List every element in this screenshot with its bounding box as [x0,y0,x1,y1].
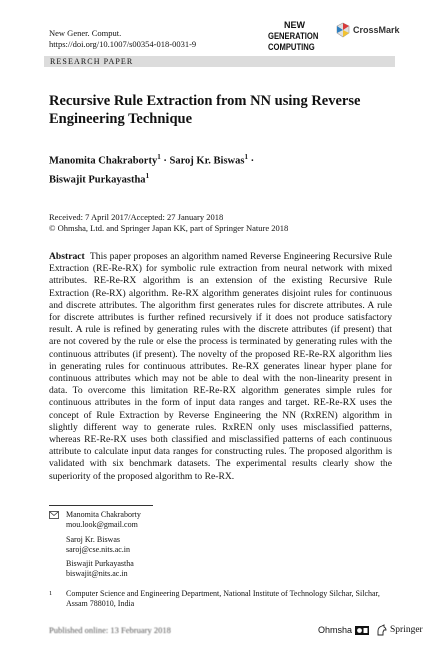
author-separator: · [160,155,170,167]
contact-email[interactable]: mou.look@gmail.com [66,520,138,529]
section-label: RESEARCH PAPER [50,57,134,66]
ohmsha-label: Ohmsha [318,625,353,635]
contact-block [66,535,130,555]
springer-label: Springer [390,625,423,635]
ohmsha-mark-icon [355,626,369,635]
abstract-body: This paper proposes an algorithm named Reverse Engineering Recursive Rule Extraction (RE-Re-RX) for symbolic rule extraction from neural network with mixed attributes. RE-Re-RX algorithm is an extension of the existing Recursive Rule Extraction (Re-RX) algorithm. Re-RX algorithm generates disjoint rules for continuous and discrete attributes. The algorithm first generates rules for discrete attributes. A rule for discrete attributes is further refined recursively if it does not produce satisfactory result. A rule is refined by generating rules with the discrete attributes (if present) that are not covered by the rule or else the process is terminated by generating rules with the continuous attributes (if present). The novelty of the proposed RE-Re-RX algorithm lies in generating rules for continuous attributes. Re-RX generates linear hyper plane for continuous attributes which may not be able to deal with the non-linearity present in data. To overcome this limitation RE-Re-RX algorithm generates simple rules for continuous attributes in the form of input data ranges and target. RE-Re-RX uses the concept of Rule Extraction by Reverse Engineering the NN (RxREN) algorithm in slightly different way to generate rules. RxREN only uses misclassified patterns, whereas RE-Re-RX uses both classified and misclassified patterns of each continuous attribute to calculate input data ranges for constructing rules. The proposed algorithm is validated with six benchmark datasets. The experimental results clearly show the superiority of the proposed algorithm to Re-RX. [49,251,393,482]
affiliation-number: 1 [49,590,53,597]
published-online: Published online: 13 February 2018 [49,625,171,635]
abstract-label: Abstract [49,251,85,262]
author-separator: · [247,155,255,167]
author-list [49,150,369,187]
author-affil-marker: 1 [145,171,150,180]
footnote-rule [49,505,153,506]
crossmark-icon [336,22,350,38]
contact-name: Biswajit Purkayastha [66,559,134,568]
contact-name: Manomita Chakraborty [66,510,141,519]
contact-name: Saroj Kr. Biswas [66,535,120,544]
author-affil-marker: 1 [157,153,161,161]
contact-block [66,510,141,530]
copyright-line: © Ohmsha, Ltd. and Springer Japan KK, part of Springer Nature 2018 [49,223,289,233]
article-history [49,212,288,234]
ohmsha-logo [318,625,369,635]
paper-title: Recursive Rule Extraction from NN using Reverse Engineering Technique [49,93,361,127]
contact-email[interactable]: biswajit@nits.ac.in [66,569,128,578]
journal-citation: New Gener. Comput. [49,28,122,38]
section-banner [44,56,395,67]
crossmark-label: CrossMark [353,25,400,35]
logo-text-2: GENERATION [268,30,319,42]
received-dates: Received: 7 April 2017/Accepted: 27 January 2018 [49,212,224,222]
affiliation-text: Computer Science and Engineering Department, National Institute of Technology Silchar, Silchar, Assam 788010, India [66,589,380,608]
contact-block [66,559,134,579]
journal-header [49,28,196,50]
author-name: Manomita Chakraborty [49,155,158,167]
envelope-icon [49,511,59,519]
crossmark-badge[interactable] [336,22,400,38]
springer-logo [376,624,423,636]
abstract [49,251,392,483]
springer-horse-icon [376,624,387,636]
logo-text-1: NEW [284,20,305,30]
author-name: Saroj Kr. Biswas [169,155,245,167]
logo-text-3: COMPUTING [268,41,315,53]
new-generation-computing-logo [268,19,328,53]
author-affil-marker: 1 [244,153,248,161]
contact-email[interactable]: saroj@cse.nits.ac.in [66,545,131,554]
doi-link[interactable]: https://doi.org/10.1007/s00354-018-0031-9 [49,39,197,49]
author-name: Biswajit Purkayastha [49,174,146,185]
